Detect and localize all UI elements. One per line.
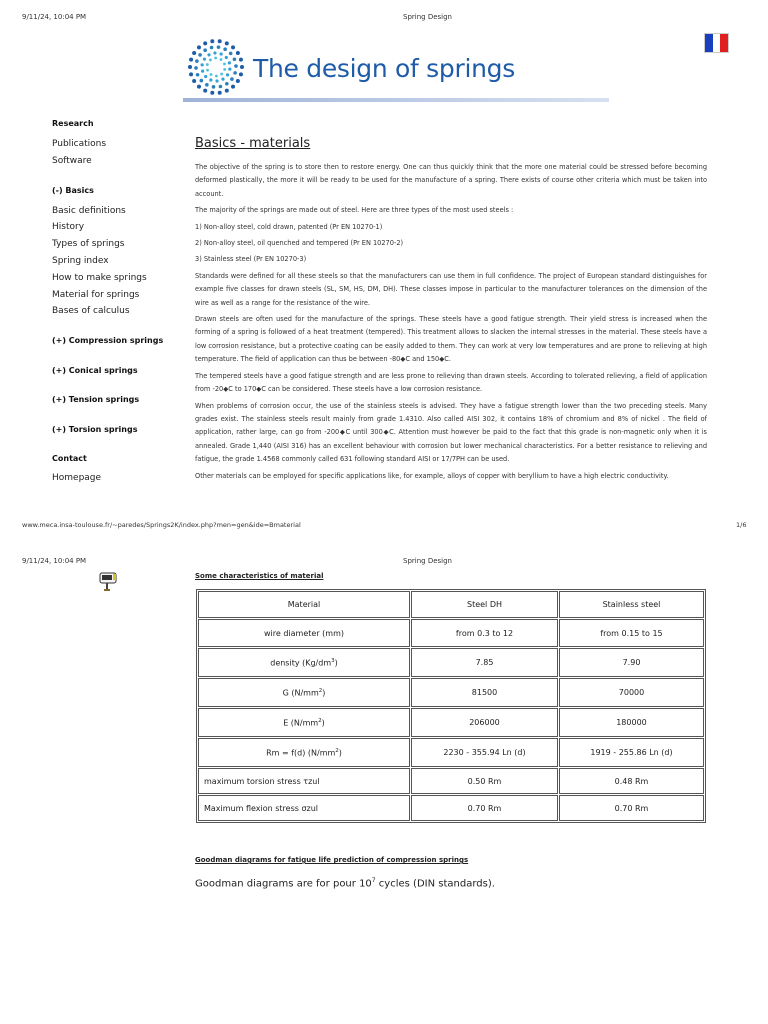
logo-dot — [233, 71, 237, 75]
nav-basics[interactable]: (-) Basics — [52, 186, 94, 195]
cell-stainless-steel: 70000 — [559, 678, 704, 707]
paragraph-drawn-steels: Drawn steels are often used for the manufacture of the springs. These steels have a good fatigue strength. Their yield stress is increased when the forming of a spring is followed of a heat treatment (tempered). This treatment allows to slacken the internal stresses in the material. These steels have a low corrosion resistance, but a protective coating can be easily added to them. They can work at very low temperatures and are prone to relieving at high temperature. The field of application can thus be between -80◆C and 150◆C. — [195, 315, 707, 364]
logo-dot — [223, 62, 226, 65]
logo-dot — [223, 68, 226, 71]
logo-dot — [239, 72, 243, 76]
logo-dot — [212, 85, 216, 89]
cell-property — [198, 619, 410, 647]
property-unit-exponent: 3 — [331, 657, 335, 664]
logo-dot — [209, 78, 212, 81]
nav-types-of-springs[interactable]: Types of springs — [52, 239, 125, 249]
site-logo[interactable] — [183, 38, 609, 104]
logo-dot — [203, 57, 206, 60]
logo-dot — [195, 59, 199, 63]
paragraph-steel-2: 2) Non-alloy steel, oil quenched and tempered (Pr EN 10270-2) — [195, 239, 404, 248]
logo-dot — [210, 73, 213, 76]
property-unit-exponent: 2 — [318, 687, 323, 694]
cell-stainless-steel: 0.48 Rm — [559, 768, 704, 794]
property-label: Maximum flexion stress σzul — [204, 803, 319, 813]
goodman-text-sup: 7 — [371, 877, 376, 884]
cell-stainless-steel: 7.90 — [559, 648, 704, 677]
logo-dot — [231, 45, 235, 49]
french-flag-icon[interactable] — [704, 33, 729, 53]
property-unit-exponent: 2 — [335, 747, 339, 754]
logo-dot — [207, 53, 210, 56]
cell-property — [198, 678, 410, 707]
logo-dot — [228, 61, 231, 64]
logo-dot — [225, 82, 229, 86]
cell-property — [198, 648, 410, 677]
cell-stainless-steel: 0.70 Rm — [559, 795, 704, 821]
print-header-date-2: 9/11/24, 10:04 PM — [22, 557, 87, 565]
paragraph-tempered-steels: The tempered steels have a good fatigue strength and are less prone to relieving than drawn steels. According to tolerated relieving, a field of application from -20◆C to 170◆C can be considered. These steels have a low corrosion resistance. — [195, 371, 707, 394]
logo-dot — [220, 73, 223, 76]
logo-dot — [203, 89, 207, 93]
property-label: E (N/mm — [283, 718, 319, 728]
print-footer-url: www.meca.insa-toulouse.fr/~paredes/Springs2K/index.php?men=gen&ide=Bmaterial — [22, 521, 301, 529]
characteristics-title: Some characteristics of material — [195, 572, 324, 580]
logo-dot — [210, 46, 214, 50]
logo-dot — [213, 51, 216, 54]
article-body — [195, 161, 707, 486]
table-header-row — [198, 591, 704, 618]
logo-dot — [219, 85, 223, 89]
property-label: density (Kg/dm — [270, 658, 332, 668]
logo-dot — [217, 45, 221, 49]
logo-dot — [234, 64, 238, 68]
paragraph-standards: Standards were defined for all these steels so that the manufacturers can use them in full confidence. The project of European standard distinguishes for example five classes for drawn steels (SL, SM, HS, DM, DH). These classes impose in particular to the manufacturer tolerances on the dimension of the wire as well as a range for the resistance of the wire. — [195, 271, 707, 307]
cell-steel-dh: 7.85 — [411, 648, 558, 677]
mailbox-icon[interactable] — [98, 570, 120, 592]
page-title: Basics - materials — [195, 136, 311, 151]
cell-property — [198, 768, 410, 794]
logo-dot — [223, 47, 227, 51]
logo-dot — [203, 41, 207, 45]
nav-software[interactable]: Software — [52, 156, 92, 166]
cell-steel-dh: from 0.3 to 12 — [411, 619, 558, 647]
nav-contact[interactable]: Contact — [52, 454, 87, 463]
cell-steel-dh: 81500 — [411, 678, 558, 707]
logo-dot — [225, 89, 229, 93]
property-unit-exponent: 2 — [318, 717, 322, 724]
logo-dot — [215, 79, 218, 82]
nav-compression-springs[interactable]: (+) Compression springs — [52, 336, 164, 345]
logo-dot — [231, 85, 235, 89]
goodman-text — [195, 877, 495, 889]
goodman-text-pre: Goodman diagrams are for pour 10 — [195, 878, 372, 890]
logo-dot — [189, 58, 193, 62]
print-footer-page: 1/6 — [736, 521, 747, 529]
print-header-date: 9/11/24, 10:04 PM — [22, 13, 87, 21]
logo-dot — [205, 83, 209, 87]
table-row — [198, 708, 704, 737]
nav-conical-springs[interactable]: (+) Conical springs — [52, 366, 138, 375]
print-header-title: Spring Design — [403, 13, 452, 21]
cell-stainless-steel: 180000 — [559, 708, 704, 737]
property-label: maximum torsion stress τzul — [204, 776, 320, 786]
logo-dot — [225, 56, 228, 59]
logo-dot — [218, 91, 222, 95]
logo-dot — [200, 79, 204, 83]
nav-research[interactable]: Research — [52, 119, 94, 128]
logo-dot — [206, 69, 209, 72]
logo-dot — [228, 68, 231, 71]
cell-steel-dh: 206000 — [411, 708, 558, 737]
cell-stainless-steel: from 0.15 to 15 — [559, 619, 704, 647]
cell-property — [198, 795, 410, 821]
logo-dot — [194, 66, 198, 70]
nav-basic-definitions[interactable]: Basic definitions — [52, 206, 126, 216]
header-steel-dh: Steel DH — [411, 591, 558, 618]
cell-property — [198, 708, 410, 737]
spring-dots-logo-icon — [185, 38, 247, 96]
table-row — [198, 619, 704, 647]
nav-publications[interactable]: Publications — [52, 139, 107, 149]
logo-dot — [236, 51, 240, 55]
nav-how-to-make-springs[interactable]: How to make springs — [52, 273, 147, 283]
header-material: Material — [198, 591, 410, 618]
goodman-text-post: cycles (DIN standards). — [375, 878, 495, 890]
logo-dot — [198, 53, 202, 57]
paragraph-steel-3: 3) Stainless steel (Pr EN 10270-3) — [195, 255, 307, 264]
property-label: Rm = f(d) (N/mm — [266, 748, 336, 758]
nav-tension-springs[interactable]: (+) Tension springs — [52, 395, 140, 404]
logo-dot — [210, 91, 214, 95]
logo-dot — [197, 85, 201, 89]
logo-dot — [229, 52, 233, 56]
table-row — [198, 678, 704, 707]
logo-dot — [240, 65, 244, 69]
logo-dot — [192, 79, 196, 83]
print-header-title-2: Spring Design — [403, 557, 452, 565]
logo-dot — [210, 39, 214, 43]
logo-dot — [233, 57, 237, 61]
header-stainless-steel: Stainless steel — [559, 591, 704, 618]
logo-dot — [197, 45, 201, 49]
goodman-title: Goodman diagrams for fatigue life prediction of compression springs — [195, 856, 469, 864]
table-row — [198, 768, 704, 794]
logo-dot — [192, 51, 196, 55]
logo-dot — [218, 39, 222, 43]
logo-title: The design of springs — [253, 54, 515, 83]
logo-dot — [201, 63, 204, 66]
paragraph-steels: The majority of the springs are made out of steel. Here are three types of the most used steels : — [195, 206, 514, 215]
logo-dot — [236, 79, 240, 83]
logo-dot — [204, 75, 207, 78]
cell-steel-dh: 0.70 Rm — [411, 795, 558, 821]
logo-dot — [225, 41, 229, 45]
logo-dot — [226, 73, 229, 76]
logo-dot — [189, 72, 193, 76]
logo-dot — [196, 73, 200, 77]
logo-dot — [206, 63, 209, 66]
paragraph-intro: The objective of the spring is to store then to restore energy. One can thus quickly think that the more one material could be stressed before becoming deformed plastically, the more it will be ready to be used for the manufacture of a spring. There exists of course other criteria which must be taken into account. — [195, 163, 707, 198]
paragraph-stainless: When problems of corrosion occur, the use of the stainless steels is advised. They have a fatigue strength lower than the two preceding steels. Many grades exist. The stainless steels result mainly from grade 1.4310. Also called AISI 302, it contains 18% of chromium and 8% of nickel . The field of application, rather large, can go from -200◆C until 300◆C. Attention must however be paid to the fact that this grade is non-magnetic only when it is annealed. Grade 1,440 (AISI 316) has an excellent behaviour with corrosion but lower mechanical characteristics. For a better resistance to relieving and fatigue, the grade 1.4568 commonly called 631 following standard AISI or 17/7PH can be used. — [195, 401, 707, 464]
property-label: wire diameter (mm) — [264, 628, 344, 638]
logo-dot — [220, 58, 223, 61]
nav-bases-of-calculus[interactable]: Bases of calculus — [52, 306, 130, 316]
cell-property — [198, 738, 410, 767]
logo-dot — [201, 70, 204, 73]
property-label-suffix: ) — [322, 688, 326, 698]
logo-dot — [221, 78, 224, 81]
nav-material-for-springs[interactable]: Material for springs — [52, 290, 140, 300]
table-row — [198, 738, 704, 767]
material-characteristics-table — [196, 589, 706, 823]
nav-homepage[interactable]: Homepage — [52, 473, 102, 483]
nav-history[interactable]: History — [52, 222, 85, 232]
property-label-suffix: ) — [334, 658, 338, 668]
logo-dot — [220, 52, 223, 55]
logo-underline — [183, 98, 609, 102]
paragraph-steel-1: 1) Non-alloy steel, cold drawn, patented (Pr EN 10270-1) — [195, 222, 383, 231]
logo-dot — [239, 58, 243, 62]
table-row — [198, 795, 704, 821]
cell-stainless-steel: 1919 - 255.86 Ln (d) — [559, 738, 704, 767]
logo-dot — [230, 77, 234, 81]
logo-dot — [203, 48, 207, 52]
logo-dot — [209, 59, 212, 62]
property-label: G (N/mm — [282, 688, 319, 698]
logo-dot — [214, 57, 217, 60]
table-row — [198, 648, 704, 677]
logo-dot — [215, 75, 218, 78]
property-label-suffix: ) — [321, 718, 325, 728]
nav-torsion-springs[interactable]: (+) Torsion springs — [52, 425, 138, 434]
nav-spring-index[interactable]: Spring index — [52, 256, 109, 266]
property-label-suffix: ) — [338, 748, 342, 758]
paragraph-other-materials: Other materials can be employed for specific applications like, for example, alloys of copper with beryllium to have a high electric conductivity. — [195, 471, 669, 480]
cell-steel-dh: 0.50 Rm — [411, 768, 558, 794]
logo-dot — [188, 65, 192, 69]
cell-steel-dh: 2230 - 355.94 Ln (d) — [411, 738, 558, 767]
